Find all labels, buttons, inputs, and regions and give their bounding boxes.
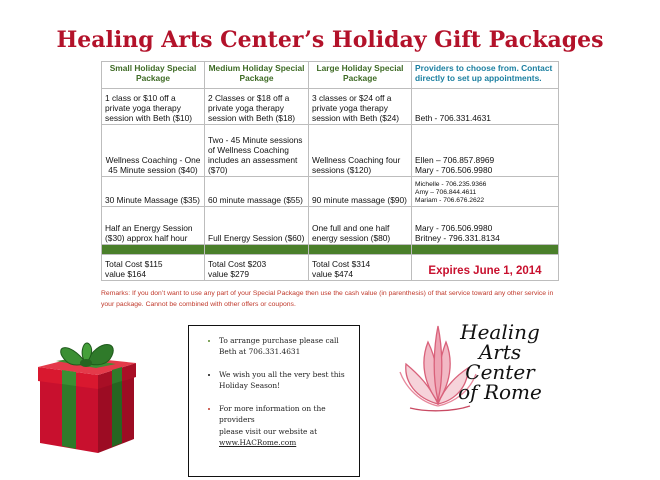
medium-energy-cell: Full Energy Session ($60) <box>205 207 309 245</box>
provider-amy: Amy – 706.844.4611 <box>415 188 477 196</box>
medium-massage-cell: 60 minute massage ($55) <box>205 177 309 207</box>
large-massage-cell: 90 minute massage ($90) <box>309 177 412 207</box>
info-item-purchase <box>219 335 359 358</box>
info-item-website <box>219 403 359 449</box>
website-link[interactable]: www.HACRome.com <box>219 438 297 448</box>
totals-row <box>102 255 559 281</box>
logo-line-center: Center <box>465 360 535 384</box>
small-total-cost: Total Cost $115 <box>105 258 163 269</box>
small-total-value: value $164 <box>105 268 146 279</box>
large-total-cell <box>309 255 412 281</box>
small-wellness-cell: Wellness Coaching - One 45 Minute session ($40) <box>102 125 205 177</box>
small-energy-cell: Half an Energy Session ($30) approx half hour <box>102 207 205 245</box>
provider-michelle: Michelle - 706.235.9366 <box>415 180 487 188</box>
purchase-line-1: To arrange purchase please call <box>219 336 339 345</box>
page-title: Healing Arts Center’s Holiday Gift Packages <box>56 27 604 53</box>
yoga-provider-cell: Beth - 706.331.4631 <box>412 89 559 125</box>
table-row <box>102 207 559 245</box>
medium-total-cell <box>205 255 309 281</box>
large-total-cost: Total Cost $314 <box>312 258 371 269</box>
medium-total-value: value $279 <box>208 268 249 279</box>
large-total-value: value $474 <box>312 268 353 279</box>
medium-wellness-cell: Two - 45 Minute sessions of Wellness Coaching includes an assessment ($70) <box>205 125 309 177</box>
header-small-package: Small Holiday Special Package <box>102 62 205 89</box>
small-yoga-cell: 1 class or $10 off a private yoga therapy session with Beth ($10) <box>102 89 205 125</box>
medium-yoga-cell: 2 Classes or $18 off a private yoga therapy session with Beth ($18) <box>205 89 309 125</box>
wishes-line-2: Holiday Season! <box>219 381 281 391</box>
logo-wordmark <box>445 322 555 402</box>
small-total-cell <box>102 255 205 281</box>
info-list <box>189 335 359 449</box>
table-header-row <box>102 62 559 89</box>
provider-mary-energy: Mary - 706.506.9980 <box>415 222 493 233</box>
table-row <box>102 125 559 177</box>
large-energy-cell: One full and one half energy session ($80) <box>309 207 412 245</box>
table-row <box>102 177 559 207</box>
gift-box-icon <box>38 333 136 455</box>
logo-line-arts: Arts <box>478 340 522 364</box>
divider-bar <box>102 245 559 255</box>
medium-total-cost: Total Cost $203 <box>208 258 267 269</box>
massage-providers-cell <box>412 177 559 207</box>
header-medium-package: Medium Holiday Special Package <box>205 62 309 89</box>
energy-providers-cell <box>412 207 559 245</box>
expiration-notice: Expires June 1, 2014 <box>412 255 559 281</box>
table-row <box>102 89 559 125</box>
info-item-wishes <box>219 369 359 392</box>
wishes-line-1: We wish you all the very best this <box>219 369 345 379</box>
purchase-line-2: Beth at 706.331.4631 <box>219 347 301 357</box>
provider-britney: Britney - 796.331.8134 <box>415 232 500 243</box>
remarks-text: Remarks: If you don’t want to use any part of your Special Package then use the cash value (in parenthesis) of that service toward any other service in your package. Cannot be combined with other offers or coupons. <box>101 290 554 308</box>
website-line-2: please visit our website at <box>219 426 318 436</box>
large-yoga-cell: 3 classes or $24 off a private yoga therapy session with Beth ($24) <box>309 89 412 125</box>
logo-line-rome: of Rome <box>458 380 542 404</box>
logo-line-healing: Healing <box>460 320 540 344</box>
wellness-providers-cell <box>412 125 559 177</box>
large-wellness-cell: Wellness Coaching four sessions ($120) <box>309 125 412 177</box>
provider-mariam: Mariam - 706.676.2622 <box>415 196 485 204</box>
header-large-package: Large Holiday Special Package <box>309 62 412 89</box>
header-providers: Providers to choose from. Contact directly to set up appointments. <box>412 62 559 89</box>
provider-mary: Mary - 706.506.9980 <box>415 164 493 175</box>
packages-table <box>101 61 559 281</box>
provider-ellen: Ellen – 706.857.8969 <box>415 154 495 165</box>
small-massage-cell: 30 Minute Massage ($35) <box>102 177 205 207</box>
website-line-1: For more information on the providers <box>219 403 326 425</box>
info-box <box>188 325 360 477</box>
